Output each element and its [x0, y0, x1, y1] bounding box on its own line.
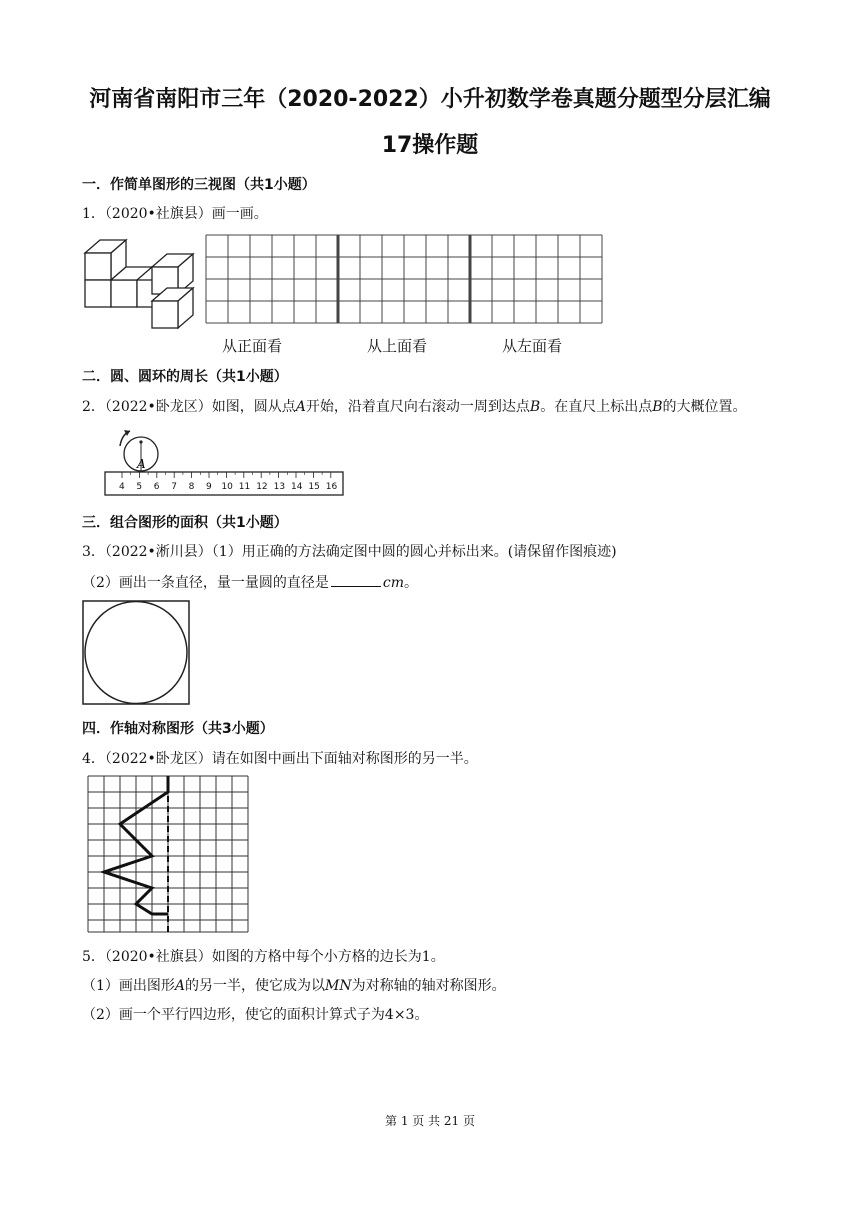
- section-heading-1: 一．作简单图形的三视图（共1小题）: [82, 177, 316, 193]
- question-3-line2: （2）画出一条直径，量一量圆的直径是 cm。: [82, 572, 418, 592]
- question-5-line3: （2）画一个平行四边形，使它的面积计算式子为4×3。: [82, 1007, 429, 1023]
- page-subtitle: 17操作题: [381, 133, 479, 158]
- view-label-left: 从左面看: [502, 337, 563, 355]
- question-2-text: 2．（2022•卧龙区）如图，圆从点A开始，沿着直尺向右滚动一周到达点B。在直尺上标出点B的大概位置。: [82, 399, 747, 415]
- ruler-tick-label: 11: [238, 482, 251, 492]
- question-5-line2: （1）画出图形A的另一半，使它成为以MN为对称轴的轴对称图形。: [82, 978, 506, 994]
- view-label-top: 从上面看: [367, 337, 428, 355]
- point-a-label: A: [137, 457, 146, 471]
- section-heading-3: 三．组合图形的面积（共1小题）: [82, 515, 288, 531]
- question-3-line1: 3．（2022•淅川县）（1）用正确的方法确定图中圆的圆心并标出来。(请保留作图痕迹): [82, 544, 617, 560]
- ruler-tick-label: 5: [136, 482, 143, 492]
- rolling-circle-ruler-figure: [100, 422, 350, 500]
- cube-stack: [85, 240, 193, 328]
- question-4-text: 4．（2022•卧龙区）请在如图中画出下面轴对称图形的另一半。: [82, 751, 478, 767]
- ruler-tick-label: 16: [325, 482, 338, 492]
- page-title: 河南省南阳市三年（2020-2022）小升初数学卷真题分题型分层汇编: [89, 87, 771, 112]
- ruler-tick-label: 12: [256, 482, 268, 492]
- view-label-front: 从正面看: [222, 337, 283, 355]
- inscribed-circle: [85, 602, 187, 704]
- page-footer: 第 1 页 共 21 页: [385, 1114, 475, 1128]
- section-heading-4: 四．作轴对称图形（共3小题）: [82, 721, 274, 737]
- diameter-answer-blank[interactable]: [331, 572, 381, 587]
- three-view-figure: [80, 233, 610, 358]
- ruler-tick-label: 10: [221, 482, 233, 492]
- ruler-tick-label: 14: [291, 482, 303, 492]
- question-1-text: 1．（2020•社旗县）画一画。: [82, 206, 268, 222]
- circle-in-square-figure: [82, 600, 192, 706]
- symmetry-grid-figure: [82, 774, 254, 936]
- ruler-tick-label: 7: [171, 482, 177, 492]
- ruler-tick-label: 9: [206, 482, 212, 492]
- question-5-line1: 5．（2020•社旗县）如图的方格中每个小方格的边长为1。: [82, 949, 445, 965]
- ruler-tick-label: 15: [308, 482, 320, 492]
- section-heading-2: 二．圆、圆环的周长（共1小题）: [82, 369, 288, 385]
- ruler-tick-label: 13: [273, 482, 286, 492]
- ruler-tick-label: 8: [188, 482, 195, 492]
- ruler-tick-label: 6: [153, 482, 160, 492]
- answer-grid: [206, 235, 602, 323]
- ruler-tick-label: 4: [119, 482, 125, 492]
